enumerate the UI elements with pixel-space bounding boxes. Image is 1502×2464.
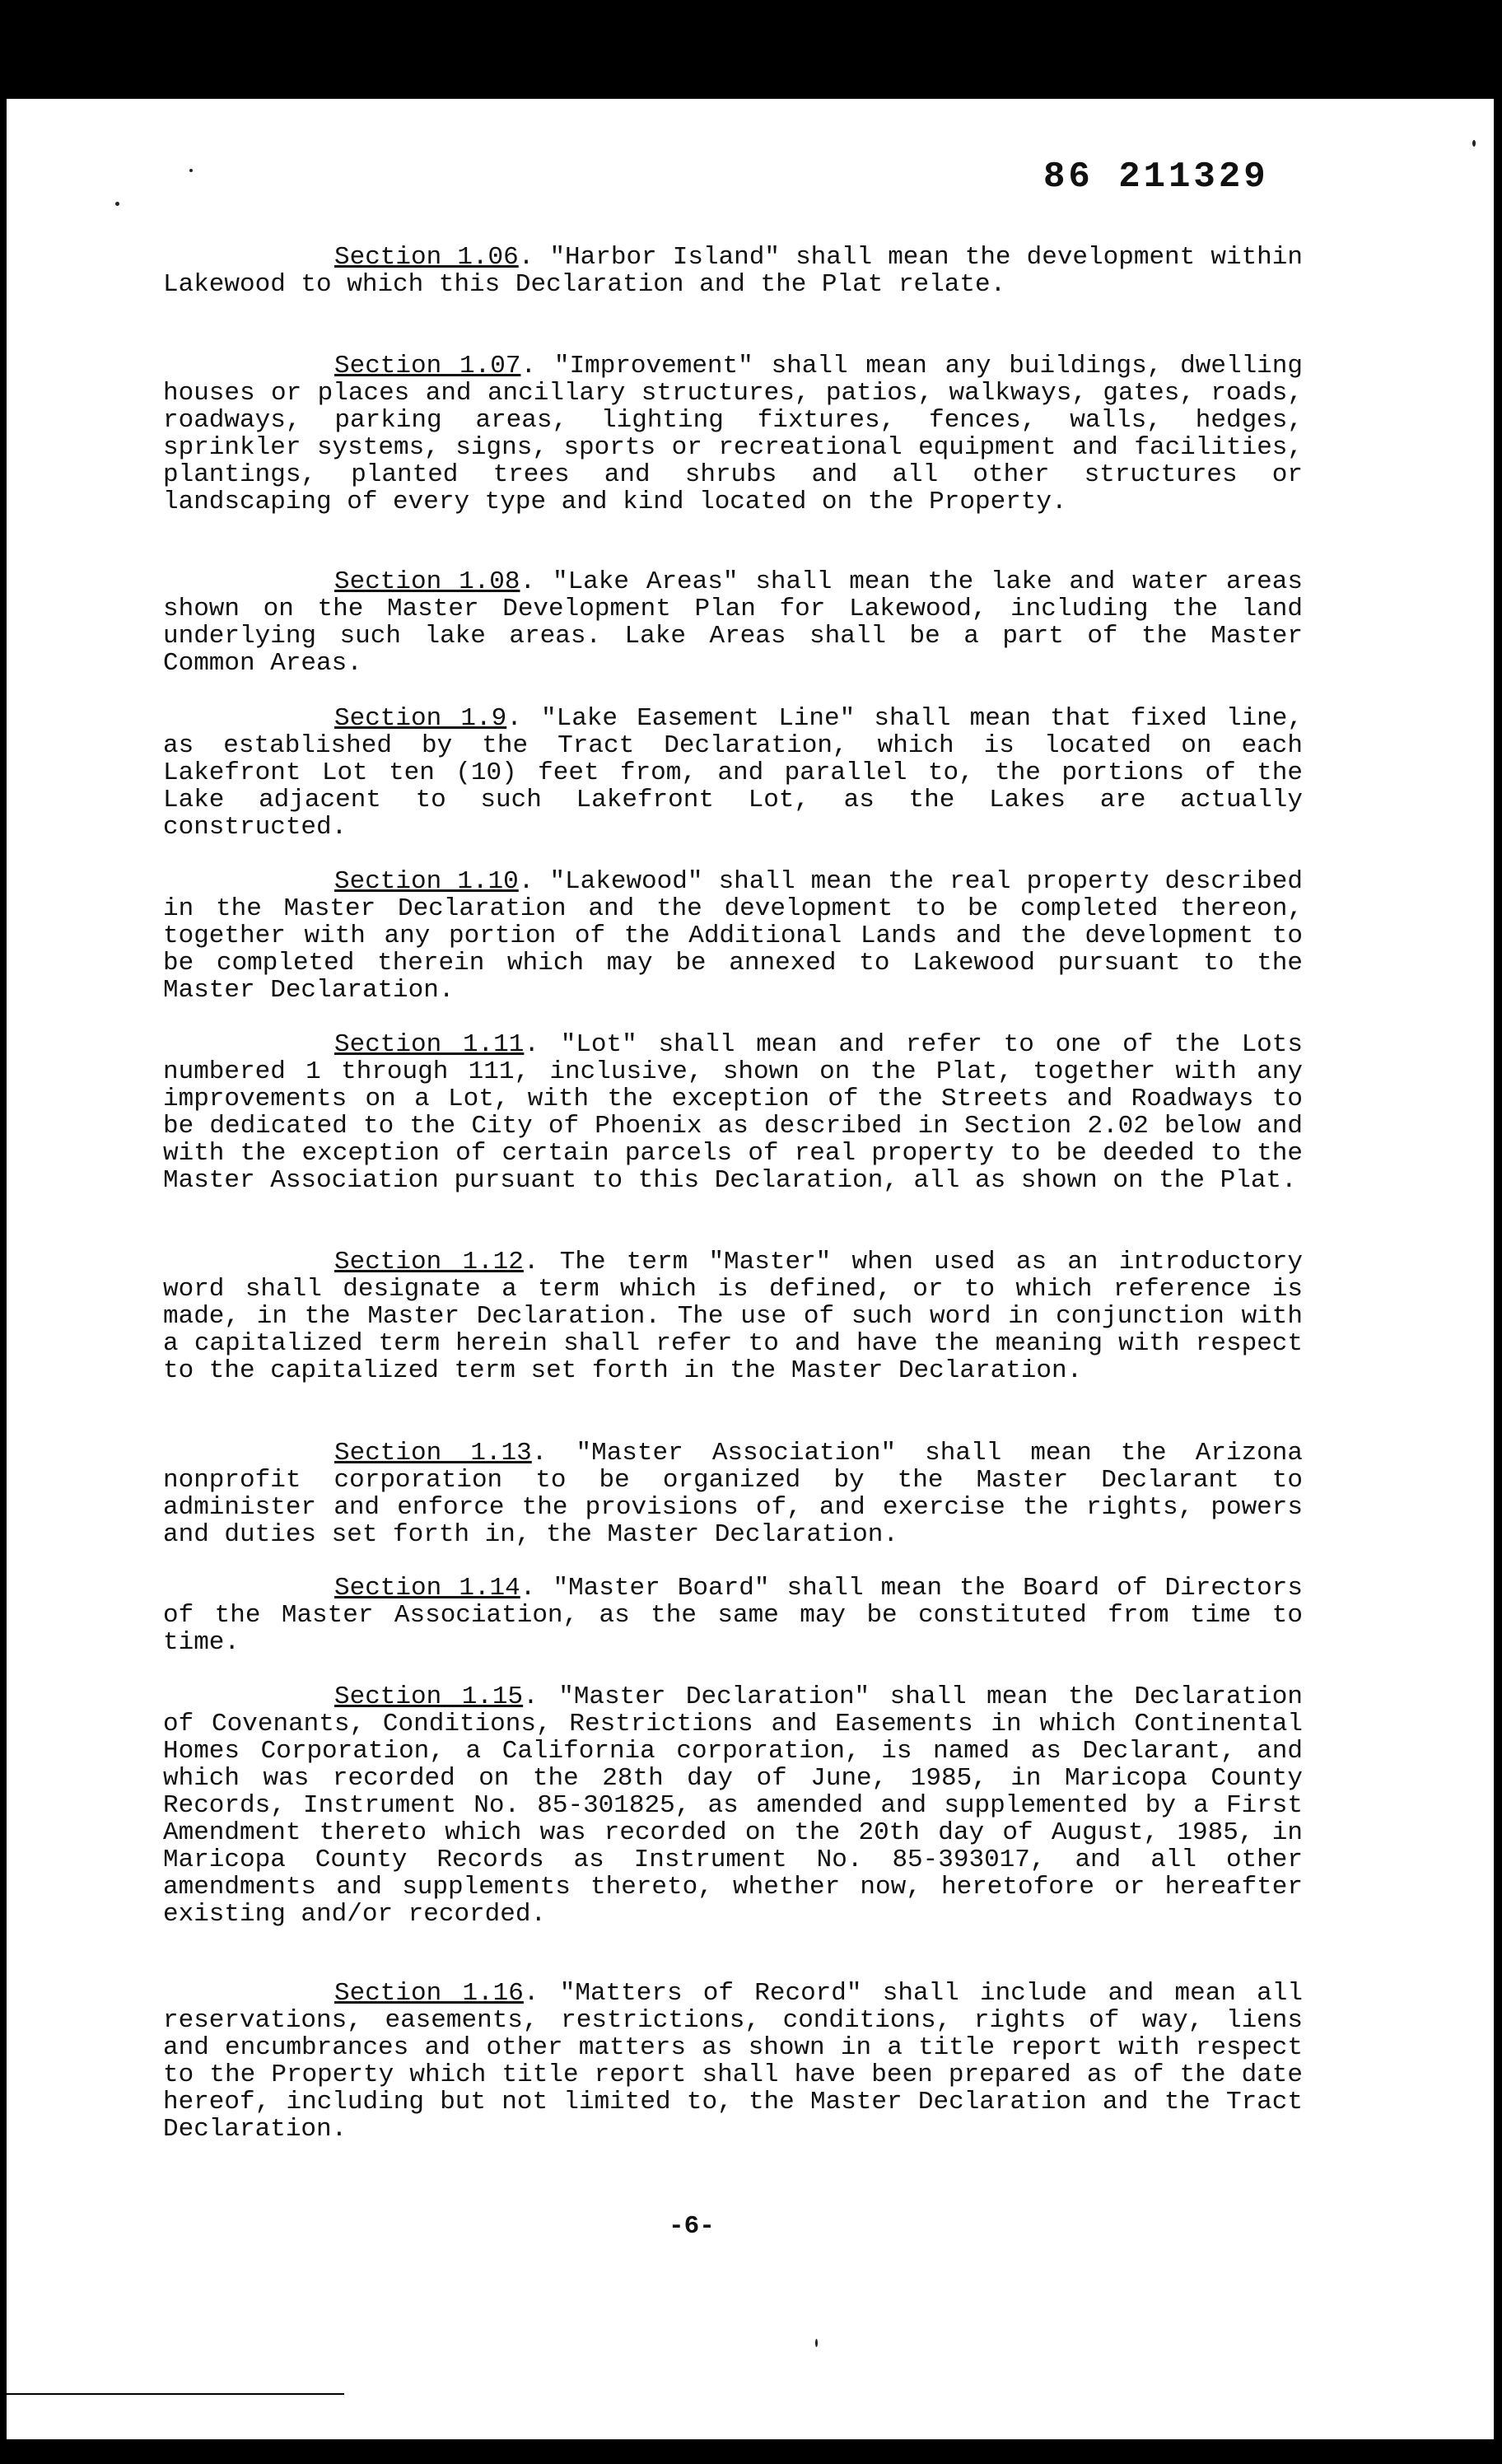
section-heading: Section 1.15	[334, 1682, 524, 1711]
section-body: . "Master Board" shall mean the Board of Directors of the Master Association, as the same may be constituted from time to time.	[163, 1574, 1303, 1657]
section-heading: Section 1.13	[334, 1439, 532, 1468]
section-body: . "Master Declaration" shall mean the Declaration of Covenants, Conditions, Restrictions and Easements in which Continental Homes Corporation, a California corporation, is named as Declarant, and which was recorded on the 28th day of June, 1985, in Maricopa County Records, Instrument No. 85-301825, as amended and supplemented by a First Amendment thereto which was recorded on the 20th day of August, 1985, in Maricopa County Records as Instrument No. 85-393017, and all other amendments and supplements thereto, whether now, heretofore or hereafter existing and/or recorded.	[163, 1682, 1303, 1929]
section-body: . "Master Association" shall mean the Arizona nonprofit corporation to be organized by the Master Declarant to administer and enforce the provisions of, and exercise the rights, powers and duties set forth in, the Master Declaration.	[163, 1439, 1303, 1549]
section-heading: Section 1.11	[334, 1030, 525, 1059]
section-1-13	[163, 1440, 1303, 1548]
section-1-15	[163, 1683, 1303, 1928]
section-1-11	[163, 1031, 1303, 1194]
section-1-10	[163, 868, 1303, 1004]
section-1-9	[163, 705, 1303, 841]
scan-speck	[115, 202, 119, 206]
section-body: . "Lakewood" shall mean the real property described in the Master Declaration and the development to be completed thereon, together with any portion of the Additional Lands and the development to be completed therein which may be annexed to Lakewood pursuant to the Master Declaration.	[163, 867, 1303, 1005]
section-heading: Section 1.06	[334, 243, 519, 272]
section-1-08	[163, 568, 1303, 677]
scan-speck	[189, 169, 193, 172]
section-heading: Section 1.10	[334, 867, 519, 896]
document-number: 86 211329	[1043, 156, 1269, 198]
scan-speck	[1472, 140, 1476, 147]
section-body: . "Lake Easement Line" shall mean that fixed line, as established by the Tract Declaration, which is located on each Lakefront Lot ten (10) feet from, and parallel to, the portions of the Lake adjacent to such Lakefront Lot, as the Lakes are actually constructed.	[163, 704, 1303, 842]
section-body: . "Improvement" shall mean any buildings, dwelling houses or places and ancillary structures, patios, walkways, gates, roads, roadways, parking areas, lighting fixtures, fences, walls, hedges, sprinkler systems, signs, sports or recreational equipment and facilities, plantings, planted trees and shrubs and all other structures or landscaping of every type and kind located on the Property.	[163, 352, 1303, 516]
page-number: -6-	[669, 2212, 715, 2241]
section-1-12	[163, 1248, 1303, 1384]
section-heading: Section 1.9	[334, 704, 507, 733]
section-body: . "Matters of Record" shall include and mean all reservations, easements, restrictions, conditions, rights of way, liens and encumbrances and other matters as shown in a title report with respect to the Property which title report shall have been prepared as of the date hereof, including but not limited to, the Master Declaration and the Tract Declaration.	[163, 1979, 1303, 2144]
section-body: . "Lot" shall mean and refer to one of the Lots numbered 1 through 111, inclusive, shown on the Plat, together with any improvements on a Lot, with the exception of the Streets and Roadways to be dedicated to the City of Phoenix as described in Section 2.02 below and with the exception of certain parcels of real property to be deeded to the Master Association pursuant to this Declaration, all as shown on the Plat.	[163, 1030, 1303, 1195]
section-body: . "Harbor Island" shall mean the development within Lakewood to which this Declaration and the Plat relate.	[163, 243, 1303, 299]
section-body: . The term "Master" when used as an introductory word shall designate a term which is defined, or to which reference is made, in the Master Declaration. The use of such word in conjunction with a capitalized term herein shall refer to and have the meaning with respect to the capitalized term set forth in the Master Declaration.	[163, 1248, 1303, 1385]
scan-speck	[815, 2339, 818, 2347]
section-body: . "Lake Areas" shall mean the lake and water areas shown on the Master Development Plan for Lakewood, including the land underlying such lake areas. Lake Areas shall be a part of the Master Common Areas.	[163, 567, 1303, 678]
section-heading: Section 1.12	[334, 1248, 524, 1276]
section-1-07	[163, 352, 1303, 516]
section-1-14	[163, 1575, 1303, 1656]
section-1-16	[163, 1980, 1303, 2143]
section-heading: Section 1.16	[334, 1979, 524, 2008]
section-heading: Section 1.08	[334, 567, 520, 596]
section-heading: Section 1.14	[334, 1574, 520, 1603]
section-1-06	[163, 244, 1303, 298]
scan-corner-label	[7, 2395, 344, 2439]
section-heading: Section 1.07	[334, 352, 521, 380]
